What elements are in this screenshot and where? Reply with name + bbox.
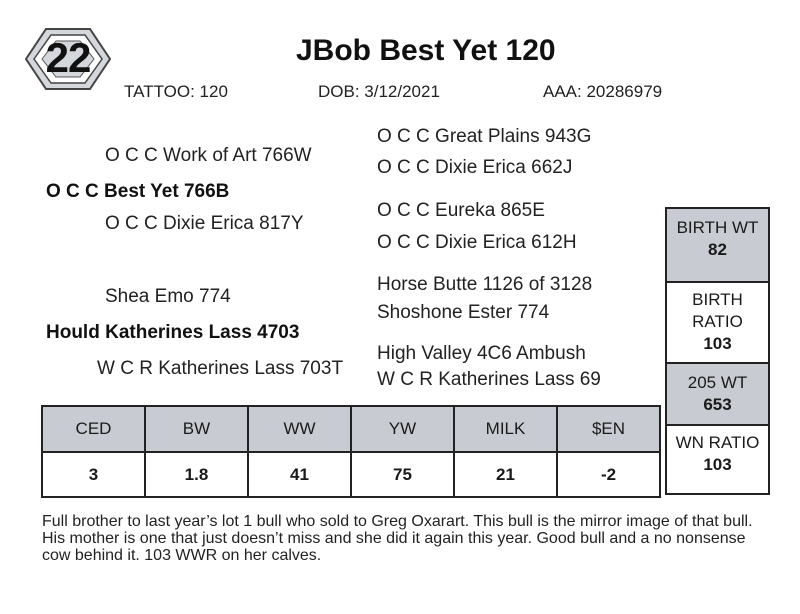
epd-value-yw: 75 — [352, 453, 455, 496]
animal-name-title: JBob Best Yet 120 — [296, 34, 556, 67]
weaning-ratio-value: 103 — [703, 455, 732, 474]
pedigree-sire-dam-sire: O C C Eureka 865E — [377, 200, 545, 221]
pedigree-dam-dam: W C R Katherines Lass 703T — [97, 358, 344, 379]
pedigree-sire: O C C Best Yet 766B — [46, 181, 230, 202]
lot-number: 22 — [45, 34, 91, 81]
weaning-weight-label: 205 WT — [687, 373, 748, 392]
epd-value-bw: 1.8 — [146, 453, 249, 496]
epd-value-milk: 21 — [455, 453, 558, 496]
pedigree-sire-sire-sire: O C C Great Plains 943G — [377, 126, 592, 147]
epd-values-row — [43, 453, 659, 496]
birth-weight-label: BIRTH WT — [676, 218, 759, 237]
birth-ratio-label-2: RATIO — [692, 312, 743, 331]
pedigree-dam-dam-dam: W C R Katherines Lass 69 — [377, 369, 601, 390]
birth-ratio-cell — [667, 283, 768, 364]
pedigree-sire-dam-dam: O C C Dixie Erica 612H — [377, 232, 577, 253]
epd-table — [41, 405, 661, 498]
birth-ratio-value: 103 — [703, 334, 732, 353]
birth-weight-value: 82 — [708, 240, 727, 259]
pedigree-dam-sire: Shea Emo 774 — [105, 286, 231, 307]
pedigree-sire-sire-dam: O C C Dixie Erica 662J — [377, 157, 573, 178]
pedigree-sire-dam: O C C Dixie Erica 817Y — [105, 213, 304, 234]
epd-header-ww: WW — [249, 407, 352, 451]
pedigree-dam-dam-sire: High Valley 4C6 Ambush — [377, 343, 586, 364]
birth-weight-cell — [667, 209, 768, 283]
performance-box — [665, 207, 770, 495]
epd-header-ced: CED — [43, 407, 146, 451]
epd-value-en: -2 — [600, 464, 617, 484]
weaning-weight-value: 653 — [703, 395, 732, 414]
epd-value-ced: 3 — [43, 453, 146, 496]
epd-value-ww: 41 — [249, 453, 352, 496]
weaning-weight-cell — [667, 364, 768, 426]
weaning-ratio-label: WN RATIO — [675, 433, 760, 452]
pedigree-dam-sire-dam: Shoshone Ester 774 — [377, 302, 550, 323]
pedigree-sire-sire: O C C Work of Art 766W — [105, 145, 312, 166]
birth-ratio-label-1: BIRTH — [692, 290, 743, 309]
epd-header-bw: BW — [146, 407, 249, 451]
tattoo-info: TATTOO: 120 — [124, 82, 228, 101]
pedigree-dam: Hould Katherines Lass 4703 — [46, 322, 300, 343]
epd-header-yw: YW — [352, 407, 455, 451]
epd-header-en: $EN — [591, 419, 626, 438]
epd-header-milk: MILK — [455, 407, 558, 451]
aaa-info: AAA: 20286979 — [543, 82, 663, 101]
lot-description: Full brother to last year’s lot 1 bull who sold to Greg Oxarart. This bull is the mirror image of that bull. His mother is one that just doesn’t miss and she did it again this year. Good bull and a no nonsense cow behind it. 103 WWR on her calves. — [42, 513, 753, 564]
pedigree-dam-sire-sire: Horse Butte 1126 of 3128 — [377, 274, 593, 295]
epd-header-row — [43, 407, 659, 453]
lot-number-badge — [16, 20, 120, 98]
weaning-ratio-cell — [667, 426, 768, 493]
dob-info: DOB: 3/12/2021 — [318, 82, 440, 101]
